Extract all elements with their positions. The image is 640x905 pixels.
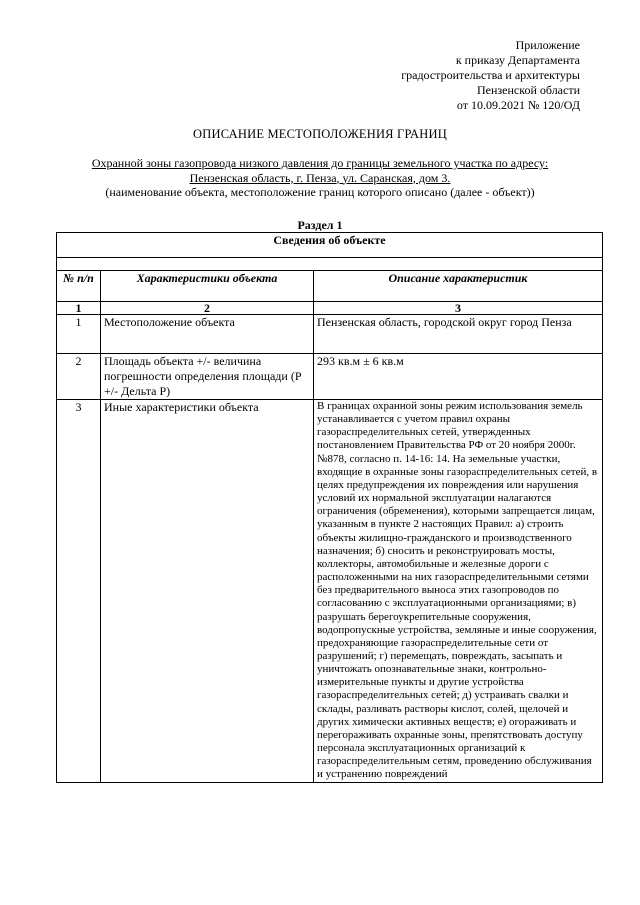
table-caption: Сведения об объекте: [57, 233, 603, 258]
object-description: [40, 156, 600, 200]
row-characteristic: Иные характеристики объекта: [101, 400, 314, 783]
row-characteristic: Местоположение объекта: [101, 315, 314, 354]
header-description: Описание характеристик: [314, 271, 603, 302]
table-caption-row: [57, 233, 603, 258]
appendix-line: к приказу Департамента: [455, 53, 580, 67]
document-title: ОПИСАНИЕ МЕСТОПОЛОЖЕНИЯ ГРАНИЦ: [193, 127, 447, 141]
object-address-line: Пензенская область, г. Пенза, ул. Саранская, дом 3.: [189, 170, 451, 185]
table-row: [57, 315, 603, 354]
row-number: 2: [57, 354, 101, 400]
row-value: Пензенская область, городской округ город Пенза: [314, 315, 603, 354]
table-row: [57, 354, 603, 400]
row-value: 293 кв.м ± 6 кв.м: [314, 354, 603, 400]
header-characteristics: Характеристики объекта: [101, 271, 314, 302]
row-number: 1: [57, 315, 101, 354]
table-blank-row: [57, 258, 603, 271]
table-row: [57, 400, 603, 783]
row-value: В границах охранной зоны режим использования земель устанавливается с учетом правил охраны газораспределительных сетей, утвержденных постановлением Правительства РФ от 20 ноября 2000г. №878, согласно п. 14-16: 14. На земельные участки, входящие в охранные зоны газораспределительных сетей, в целях предупреждения их повреждения или нарушения условий их нормальной эксплуатации налагаются ограничения (обременения), которыми запрещается лицам, указанным в пункте 2 настоящих Правил: а) строить объекты жилищно-гражданского и производственного назначения; б) сносить и реконструировать мосты, коллекторы, автомобильные и железные дороги с расположенными на них газораспределительными сетями без предварительного выноса этих газопроводов по согласованию с эксплуатационными организациями; в) разрушать берегоукрепительные сооружения, водопропускные устройства, земляные и иные сооружения, предохраняющие газораспределительные сети от разрушений; г) перемещать, повреждать, засыпать и уничтожать опознавательные знаки, контрольно-измерительные пункты и другие устройства газораспределительных сетей; д) устраивать свалки и склады, разливать растворы кислот, солей, щелочей и других химически активных веществ; е) огораживать и перегораживать охранные зоны, препятствовать доступу персонала эксплуатационных организаций к газораспределительным сетям, проведению обслуживания и устранению повреждений: [314, 400, 603, 783]
appendix-header: [401, 38, 580, 113]
column-number: 3: [314, 302, 603, 315]
object-note-line: (наименование объекта, местоположение границ которого описано (далее - объект)): [105, 185, 535, 199]
appendix-line: от 10.09.2021 № 120/ОД: [456, 98, 580, 112]
appendix-line: градостроительства и архитектуры: [401, 68, 580, 82]
column-number: 2: [101, 302, 314, 315]
row-characteristic: Площадь объекта +/- величина погрешности определения площади (Р +/- Дельта Р): [101, 354, 314, 400]
row-number: 3: [57, 400, 101, 783]
header-num: № п/п: [57, 271, 101, 302]
section-heading: Раздел 1: [297, 218, 343, 232]
object-name-line: Охранной зоны газопровода низкого давления до границы земельного участка по адресу:: [91, 156, 549, 170]
appendix-line: Пензенской области: [477, 83, 580, 97]
object-info-table: [56, 232, 603, 783]
appendix-line: Приложение: [515, 38, 580, 52]
column-number-row: [57, 302, 603, 315]
table-header-row: [57, 271, 603, 302]
column-number: 1: [57, 302, 101, 315]
